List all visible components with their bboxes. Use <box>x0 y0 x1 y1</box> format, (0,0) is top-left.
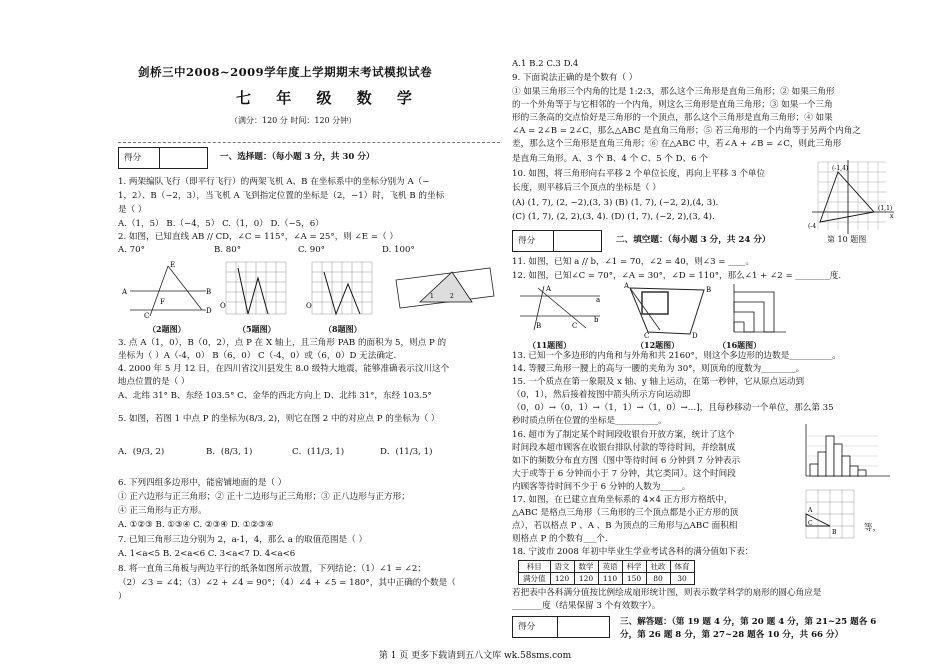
table-cell: 110 <box>598 573 622 585</box>
svg-text:B: B <box>706 286 712 294</box>
q2-option-b: B. 80° <box>214 245 242 255</box>
svg-text:E: E <box>170 261 176 269</box>
q16-line1: 16. 超市为了制定某个时间段收银台开放方案，统计了这个 <box>512 430 735 440</box>
q18-line3: _______度（结果保留 3 个有效数字）。 <box>512 601 661 611</box>
svg-text:O: O <box>306 302 312 310</box>
q1-line2: 1，2）、B（−2，3），当飞机 A 飞到指定位置的坐标是（2，−1）时，飞机 B 的坐标 <box>118 191 445 201</box>
svg-text:A: A <box>122 288 128 296</box>
section2-heading: 二、填空题：（每小题 3 分，共 24 分） <box>616 235 771 245</box>
figure-q12 <box>620 282 712 338</box>
q16-line5: 内顾客等待时间不少于 6 分钟的人数为_____。 <box>512 482 691 492</box>
q6-options: A. ①②③ B. ①③④ C. ②③④ D. ①②③④ <box>118 520 274 530</box>
q4-line2: 地点位置的是（ ） <box>118 377 190 387</box>
score-label: 得分 <box>518 236 536 246</box>
page-footer: 第 1 页 更多下载请到五八文库 wk.58sms.com <box>378 651 572 661</box>
table-header-cell: 社政 <box>646 561 670 573</box>
exam-meta: （满分：120 分 时间：120 分钟） <box>230 116 357 125</box>
caption-q8: （8题图） <box>324 324 362 334</box>
table-cell: 120 <box>574 573 598 585</box>
q12-text: 12. 如图，已知∠C = 70°，∠A = 30°，∠D = 110°，那么∠1 + ∠2 = ________度. <box>512 271 842 281</box>
q17-line2: △ABC 是格点三角形（三角形的三个顶点都是小正方形的顶 <box>512 508 739 518</box>
q10-line2: 长度，则平移后三个顶点的坐标是（ ） <box>512 183 661 193</box>
q17-line3: 点），若以格点 P 、A 、B 为顶点的三角形与△ABC 面积相 <box>512 521 738 531</box>
q15-line1: 15. 一个质点在第一象限及 x 轴、y 轴上运动，在第一秒钟，它从原点运动到 <box>512 377 805 387</box>
q1-line1: 1. 两架编队飞行（即平行飞行）的两架飞机 A、B 在坐标系中的坐标分别为 A（− <box>118 177 430 187</box>
table-header-cell: 科学 <box>622 561 646 573</box>
figure-q5-grid1 <box>218 258 298 320</box>
score-label: 得分 <box>124 153 142 163</box>
svg-text:D: D <box>206 307 212 315</box>
svg-text:C: C <box>644 332 650 338</box>
table-cell: 120 <box>550 573 574 585</box>
svg-text:C: C <box>572 322 578 330</box>
q17-line4: 等， <box>864 523 882 533</box>
figure-q2 <box>120 258 212 320</box>
q11-text: 11. 如图，已知 a // b，∠1 = 70，∠2 = 40，则∠3 = ____。 <box>512 257 755 267</box>
figure-q16-histogram <box>798 422 894 484</box>
q13-text: 13. 已知一个多边形的内角和与外角和共 2160°，则这个多边形的边数是__________。 <box>512 351 841 361</box>
svg-text:1: 1 <box>430 293 434 300</box>
figure-q5-grid2 <box>304 258 384 320</box>
figure-q11 <box>516 282 604 332</box>
subject-title: 七 年 级 数 学 <box>236 89 422 107</box>
q9-line-e: 差，那么这个三角形是直角三角形；⑥ 在△ABC 中，若∠A + ∠B = ∠C，则此三角形 <box>512 139 842 149</box>
figure-q10 <box>808 158 898 240</box>
table-cell: 满分值 <box>519 573 551 585</box>
q2-option-c: C. 90° <box>298 245 325 255</box>
svg-text:x: x <box>890 213 894 220</box>
table-header-cell: 语文 <box>550 561 574 573</box>
svg-text:O: O <box>220 302 226 310</box>
figure-q17 <box>800 486 860 542</box>
q16-line4: 大于或等于 6 分钟而小于 7 分钟，其它类同）。这个时间段 <box>512 469 736 479</box>
q3-line2: 坐标为（ ）A（-4，0） B（6，0） C（-4，0）或（6，0）D 无法确定. <box>118 351 397 361</box>
q9-text: 9. 下面说法正确的是个数有（ ） <box>512 73 638 83</box>
q5-option-d: D．(11/3, 1) <box>380 447 433 457</box>
q1-line3: 是（ ） <box>118 205 147 215</box>
q9-line-c: 形的三条高的交点恰好是三角形的一个顶点，那么这个三角形是直角三角形；④ 如果 <box>512 113 833 123</box>
svg-text:B: B <box>536 322 542 330</box>
q8-line3: ） <box>118 592 127 602</box>
table-header-cell: 英语 <box>598 561 622 573</box>
caption-q11: （11题图） <box>528 340 572 350</box>
section3-heading-a: 三、解答题：（第 19 题 4 分，第 20 题 4 分，第 21~25 题各 6 <box>620 617 877 627</box>
svg-text:A: A <box>624 282 630 290</box>
caption-q16: （16题图） <box>718 340 762 350</box>
q5-text: 5. 如图，若图 1 中点 P 的坐标为(8/3, 2)，则它在图 2 中的对应点 P 的坐标为（ ） <box>118 414 440 424</box>
q9-line-f: 是直角三角形。A、3 个 B、4 个 C、5 个 D、6 个 <box>512 154 708 164</box>
q1-options: A.（1，5） B.（−4，5） C.（1，0） D.（−5，6） <box>118 219 324 229</box>
table-header-row <box>519 561 695 573</box>
q17-line1: 17. 如图，在已建立直角坐标系的 4×4 正方形方格纸中， <box>512 495 733 505</box>
svg-text:F: F <box>160 298 165 306</box>
caption-q10: 第 10 题图 <box>827 235 867 244</box>
svg-text:a: a <box>596 296 601 304</box>
q8-line2: （2）∠3 = ∠4；（3）∠2 + ∠4 = 90°；（4）∠4 + ∠5 = 180°，其中正确的个数是（ <box>118 578 456 588</box>
q18-text: 18. 宁波市 2008 年初中毕业生学业考试各科的满分值如下表： <box>512 547 754 557</box>
figure-q8 <box>390 262 498 318</box>
figure-q16-path <box>726 282 790 338</box>
caption-q2: （2题图） <box>148 324 186 334</box>
svg-text:D: D <box>692 332 698 338</box>
q10-optA: (A) (1, 7), (2, −2),(3, 3) (B) (1, 7), (−2, 2),(4, 3). <box>512 198 719 208</box>
section3-heading-b: 分，第 26 题 8 分，第 27~28 题各 10 分，共 66 分） <box>620 630 844 640</box>
svg-text:A: A <box>546 285 552 293</box>
q10-optC: (C) (1, 7), (2, 2),(3, 4). (D) (1, 7), (−2, 2),(3, 4). <box>512 212 715 222</box>
table-cell: 30 <box>670 573 694 585</box>
q4-options: A、北纬 31° B、东经 103.5° C、金华的西北方向上 D、北纬 31°，东经 103.5° <box>118 391 432 401</box>
q2-text: 2. 如图，已知直线 AB // CD，∠C = 115°，∠A = 25°，则 ∠E =（ ） <box>118 232 398 242</box>
divider <box>118 142 500 143</box>
q14-text: 14. 等腰三角形一腰上的高与一腰的夹角为 30°，则顶角的度数为________。 <box>512 364 805 374</box>
q15-line2: （0，1），然后接着按图中箭头所示方向运动即 <box>512 390 691 400</box>
table-header-cell: 体育 <box>670 561 694 573</box>
score-box-2 <box>512 230 602 252</box>
q15-line3: （0，0）→（0，1）→（1，1）→（1，0）→…]，且每秒移动一个单位，那么第 35 <box>512 403 834 413</box>
q9-line-d: ∠A = 2∠B = 2∠C，那么△ABC 是直角三角形；⑤ 若三角形的一个内角等于另两个内角之 <box>512 126 861 136</box>
table-header-cell: 科目 <box>519 561 551 573</box>
table-cell: 80 <box>646 573 670 585</box>
q8-line1: 8. 将一直角三角板与两边平行的纸条如图所示放置，下列结论：（1）∠1 = ∠2； <box>118 564 426 574</box>
q6-line1: 6. 下列四组多边形中，能密铺地面的是（ ） <box>118 478 287 488</box>
q17-line5: 则格点 P 的个数有___个. <box>512 534 608 544</box>
svg-text:2: 2 <box>450 293 454 300</box>
q8-options: A.1 B.2 C.3 D.4 <box>512 59 579 69</box>
svg-text:B: B <box>206 288 212 296</box>
q9-line-a: ① 如果三角形三个内角的比是 1:2:3，那么这个三角形是直角三角形；② 如果三角形 <box>512 87 835 97</box>
q9-line-b: 的一个外角等于与它相邻的一个内角，则这么三角形是直角三角形；③ 如果一个三角 <box>512 100 833 110</box>
q16-line3: 如下的频数分布直方图（图中等待时间 6 分钟到 7 分钟表示 <box>512 456 741 466</box>
q7-options: A. 1<a<5 B. 2<a<6 C. 3<a<7 D. 4<a<6 <box>118 549 296 559</box>
q4-line1: 4. 2000 年 5 月 12 日，在四川省汶川县发生 8.0 级特大地震，能够准确表示汶川这个 <box>118 364 450 374</box>
q2-option-a: A. 70° <box>118 245 145 255</box>
score-box-1 <box>118 147 208 169</box>
q16-line2: 时间段本超市顾客在收银台排队付款的等待时间，并绘制成 <box>512 443 736 453</box>
score-box-3 <box>512 616 610 638</box>
svg-text:(-4: (-4 <box>808 223 817 230</box>
q5-option-a: A．(9/3, 2) <box>118 447 165 457</box>
q18-line2: 若把表中各科满分值按比例绘成扇形统计图，则表示数学科学的扇形的圆心角应是 <box>512 588 822 598</box>
table-header-cell: 数学 <box>574 561 598 573</box>
svg-text:b: b <box>594 316 599 324</box>
table-row <box>519 573 695 585</box>
svg-text:C: C <box>144 312 150 320</box>
exam-title: 剑桥三中2008~2009学年度上学期期末考试模拟试卷 <box>138 65 433 79</box>
svg-text:A: A <box>808 507 813 514</box>
q18-table <box>518 560 695 585</box>
q5-option-c: C．(11/3, 1) <box>292 447 345 457</box>
q5-option-b: B．(8/3, 1) <box>206 447 253 457</box>
svg-text:B: B <box>832 529 837 536</box>
q7-text: 7. 已知三角形三边分别为 2，a-1，4，那么 a 的取值范围是（ ） <box>118 535 368 545</box>
q10-line1: 10. 如图，将三角形向右平移 2 个单位长度，再向上平移 3 个单位 <box>512 169 766 179</box>
table-cell: 150 <box>622 573 646 585</box>
caption-q5: （5题图） <box>238 324 276 334</box>
score-label: 得分 <box>518 622 536 632</box>
svg-text:C: C <box>808 520 813 527</box>
q6-line2: ① 正六边形与正三角形；② 正十二边形与正三角形；③ 正八边形与正方形； <box>118 492 410 502</box>
q3-line1: 3. 点 A（1，0），B（0，2），点 P 在 X 轴上，且三角形 PAB 的面积为 5，则点 P 的 <box>118 338 447 348</box>
svg-text:(-1,4): (-1,4) <box>832 165 849 172</box>
q15-line4: 秒时质点所在位置的坐标是__________。 <box>512 416 667 426</box>
caption-q12: （12题图） <box>636 340 680 350</box>
svg-text:(1,1): (1,1) <box>878 205 893 212</box>
q6-line3: ④ 正三角形与正方形。 <box>118 506 207 516</box>
section1-heading: 一、选择题：（每小题 3 分，共 30 分） <box>220 152 375 162</box>
q2-option-d: D. 100° <box>382 245 415 255</box>
